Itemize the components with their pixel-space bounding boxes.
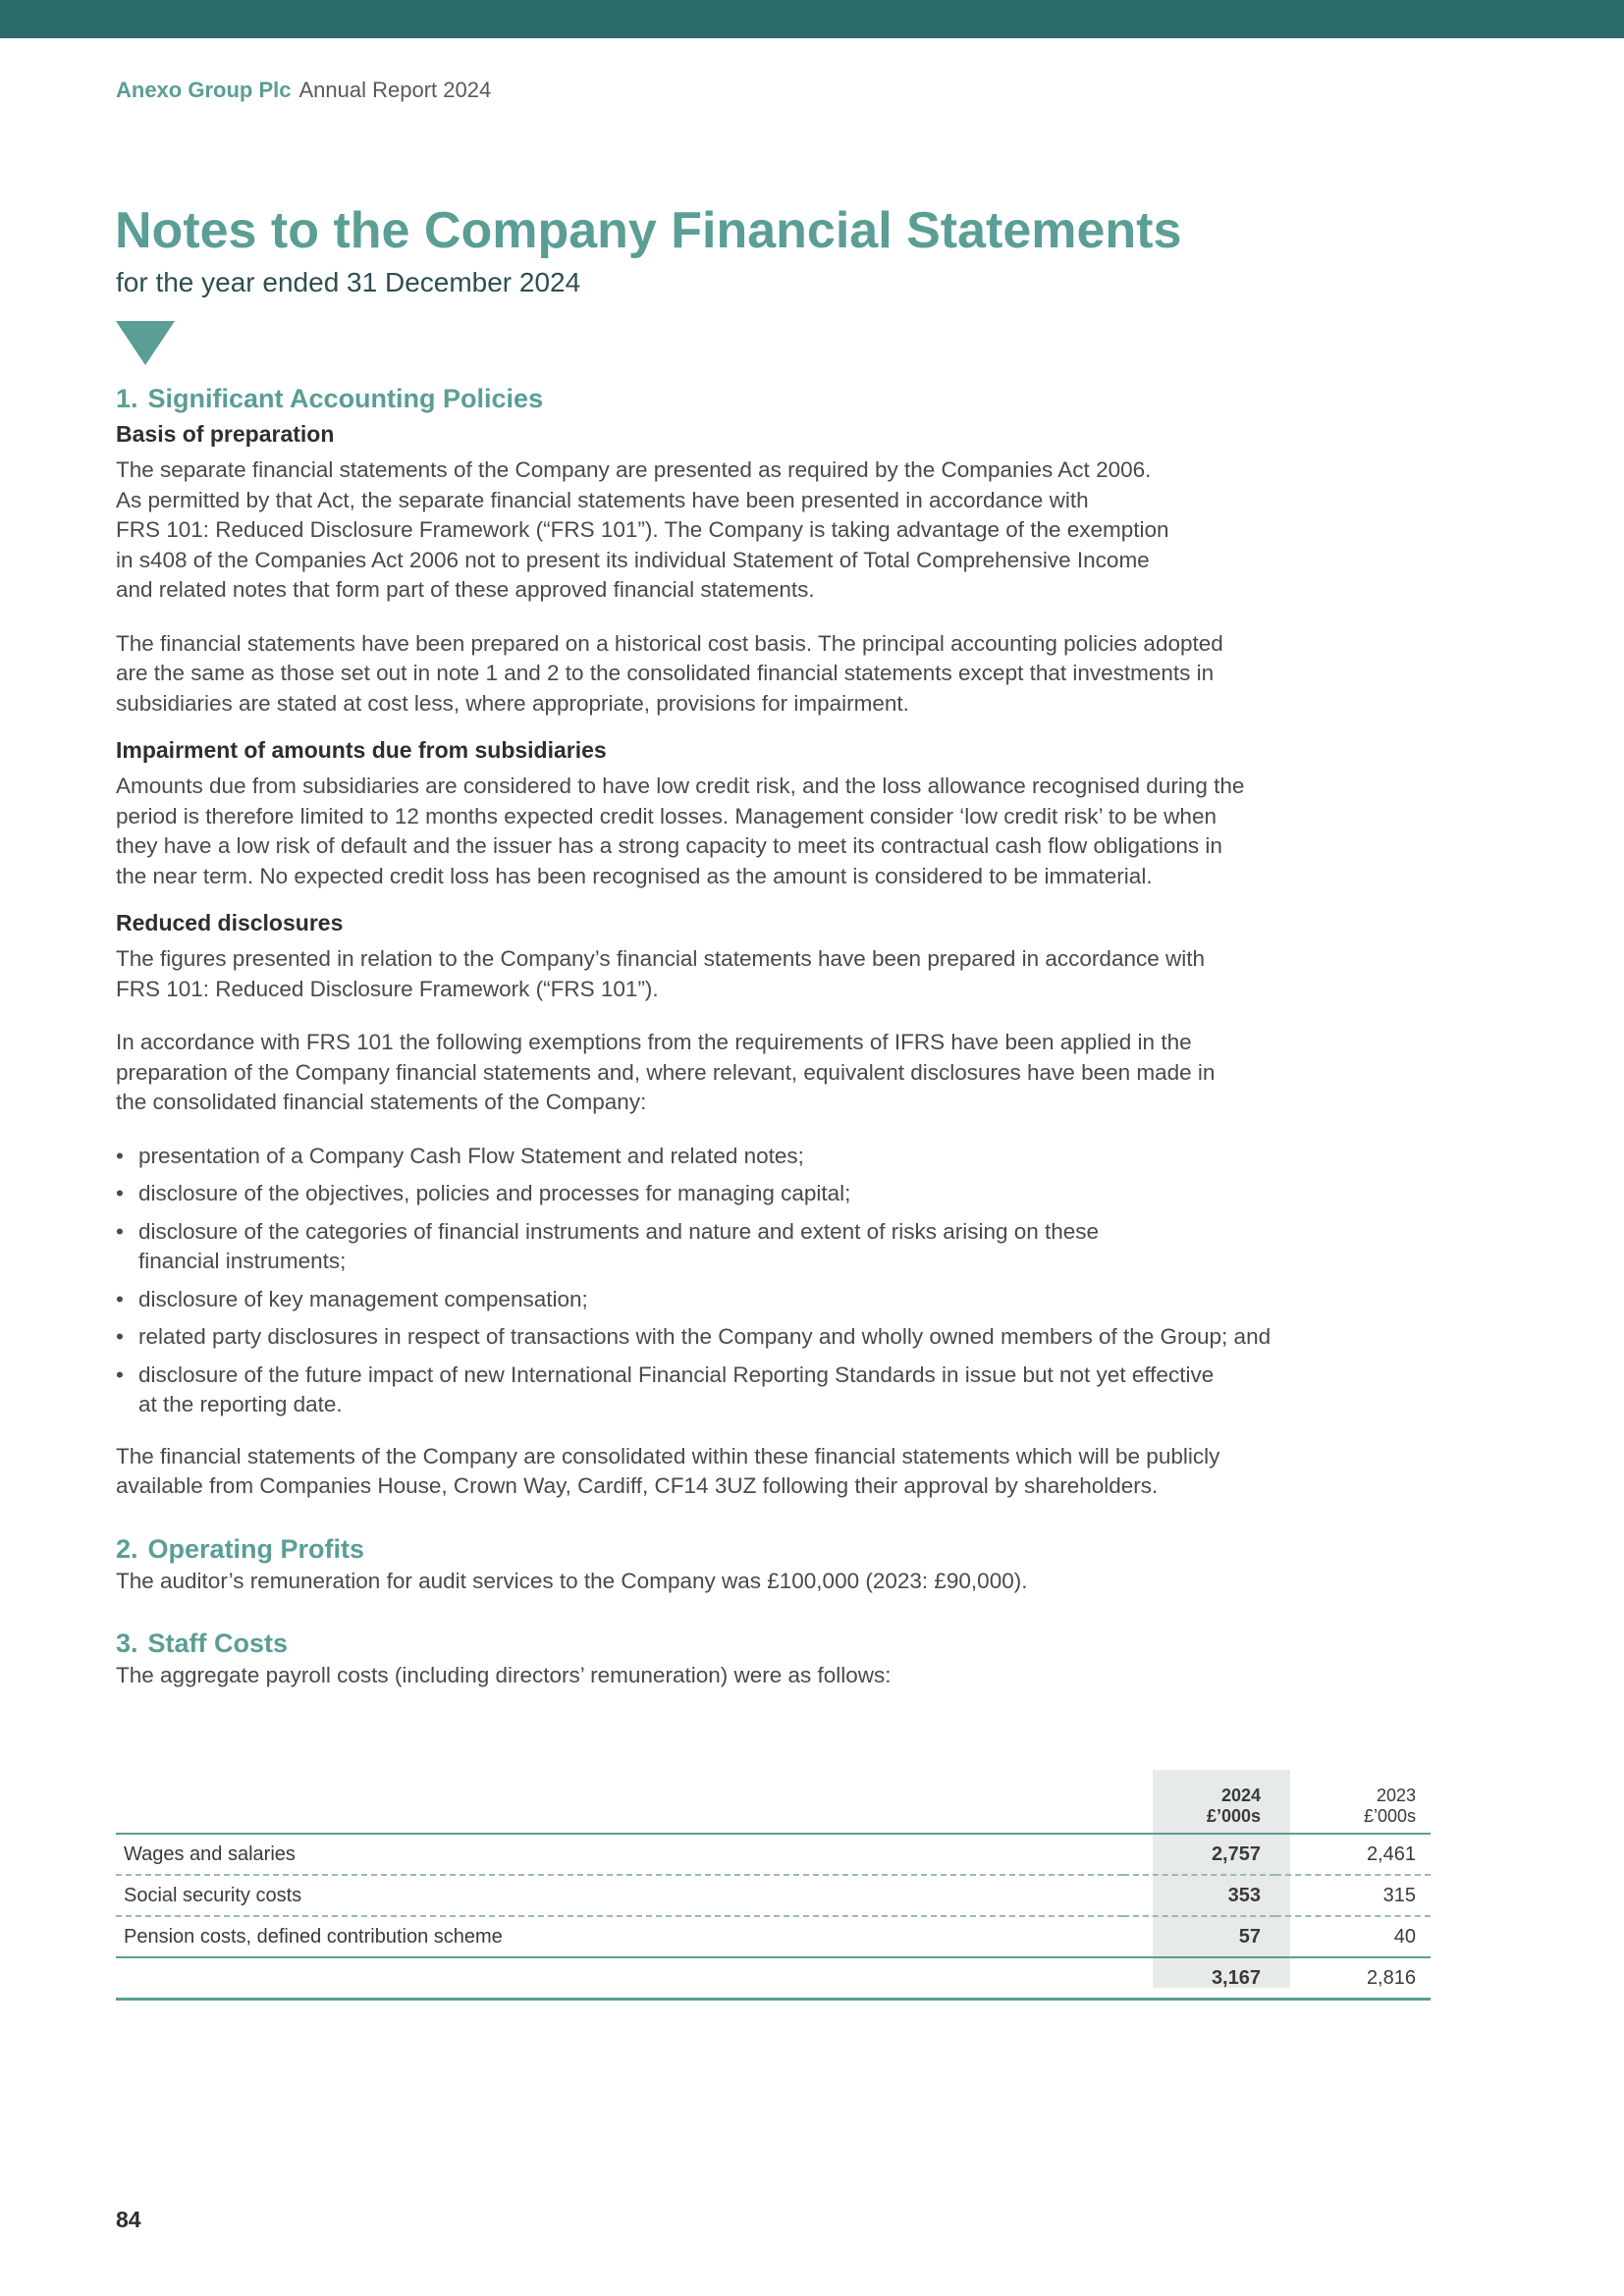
label-column-header	[116, 1770, 1123, 1834]
section-title: Significant Accounting Policies	[147, 384, 544, 413]
row-label: Pension costs, defined contribution scheme	[116, 1916, 1123, 1957]
bullet-icon: •	[116, 1143, 124, 1168]
basis-heading: Basis of preparation	[116, 421, 335, 447]
prior-year-value: 40	[1275, 1916, 1431, 1957]
text-line: in s408 of the Companies Act 2006 not to present its individual Statement of Total Comprehensive Income	[116, 547, 1150, 572]
current-year-header: 2024 £’000s	[1123, 1770, 1275, 1834]
reduced-heading: Reduced disclosures	[116, 910, 344, 935]
text-line: period is therefore limited to 12 months expected credit losses. Management consider ‘low credit risk’ to be when	[116, 803, 1217, 828]
text-line: the near term. No expected credit loss has been recognised as the amount is considered to be immaterial.	[116, 863, 1153, 888]
row-label: Social security costs	[116, 1875, 1123, 1916]
company-name: Anexo Group Plc	[116, 78, 292, 102]
text-line: disclosure of the objectives, policies and processes for managing capital;	[138, 1181, 851, 1205]
page-subtitle: for the year ended 31 December 2024	[116, 267, 581, 297]
staff-costs-table	[116, 1770, 1431, 1988]
page-number: 84	[116, 2207, 141, 2232]
prior-year-value: 315	[1275, 1875, 1431, 1916]
list-item	[116, 1361, 1432, 1420]
text-line: at the reporting date.	[138, 1392, 343, 1416]
impairment-heading: Impairment of amounts due from subsidiaries	[116, 737, 607, 763]
text-line: The separate financial statements of the Company are presented as required by the Companies Act 2006.	[116, 457, 1152, 482]
text-line: financial instruments;	[138, 1249, 347, 1273]
list-item	[116, 1285, 1432, 1315]
top-color-bar	[0, 0, 1624, 38]
text-line: presentation of a Company Cash Flow Statement and related notes;	[138, 1143, 804, 1168]
section-1-heading	[116, 381, 1432, 416]
text-line: the consolidated financial statements of the Company:	[116, 1090, 647, 1114]
text-line: The figures presented in relation to the Company’s financial statements have been prepared in accordance with	[116, 946, 1205, 971]
exemptions-list	[116, 1142, 1432, 1420]
section-3-heading	[116, 1626, 1432, 1661]
text-line: subsidiaries are stated at cost less, where appropriate, provisions for impairment.	[116, 690, 909, 716]
bullet-icon: •	[116, 1181, 124, 1205]
list-item	[116, 1322, 1432, 1353]
text-line: FRS 101: Reduced Disclosure Framework (“FRS 101”).	[116, 976, 659, 1001]
reduced-paragraph-2	[116, 1028, 1432, 1118]
text-line: related party disclosures in respect of transactions with the Company and wholly owned members of the Group; and	[138, 1324, 1272, 1349]
bullet-icon: •	[116, 1286, 124, 1311]
table-row	[116, 1834, 1431, 1875]
bullet-icon: •	[116, 1218, 124, 1244]
triangle-marker-icon	[116, 321, 175, 365]
page-title: Notes to the Company Financial Statements	[115, 202, 1182, 259]
table-row	[116, 1875, 1431, 1916]
reduced-paragraph	[116, 944, 1432, 1004]
staff-costs-grid	[116, 1770, 1431, 2001]
notes-content	[116, 381, 1432, 1691]
current-year-value: 353	[1123, 1875, 1275, 1916]
impairment-paragraph	[116, 772, 1432, 891]
list-item	[116, 1142, 1432, 1172]
report-name: Annual Report 2024	[298, 78, 492, 102]
prior-year-value: 2,461	[1275, 1834, 1431, 1875]
section-number: 1.	[116, 384, 138, 413]
running-header	[116, 78, 491, 103]
text-line: Amounts due from subsidiaries are considered to have low credit risk, and the loss allowance recognised during the	[116, 774, 1245, 798]
current-year-value: 57	[1123, 1916, 1275, 1957]
text-line: disclosure of the future impact of new International Financial Reporting Standards in issue but not yet effective	[138, 1362, 1215, 1387]
text-line: preparation of the Company financial statements and, where relevant, equivalent disclosures have been made in	[116, 1059, 1216, 1085]
text-line: available from Companies House, Crown Way, Cardiff, CF14 3UZ following their approval by shareholders.	[116, 1473, 1159, 1498]
row-label: Wages and salaries	[116, 1834, 1123, 1875]
section-title: Staff Costs	[147, 1629, 289, 1658]
basis-paragraph-2	[116, 629, 1432, 720]
bullet-icon: •	[116, 1362, 124, 1387]
section-title: Operating Profits	[147, 1533, 365, 1564]
text-line: disclosure of the categories of financial instruments and nature and extent of risks arising on these	[138, 1218, 1100, 1244]
basis-paragraph	[116, 455, 1432, 606]
list-item	[116, 1217, 1432, 1277]
prior-year-total: 2,816	[1275, 1957, 1431, 2000]
text-line: As permitted by that Act, the separate financial statements have been presented in accordance with	[116, 487, 1089, 512]
text-line: FRS 101: Reduced Disclosure Framework (“FRS 101”). The Company is taking advantage of the exemption	[116, 517, 1169, 542]
text-line: In accordance with FRS 101 the following exemptions from the requirements of IFRS have been applied in the	[116, 1030, 1192, 1054]
table-header-row	[116, 1770, 1431, 1834]
prior-year-header: 2023 £’000s	[1275, 1770, 1431, 1834]
text-line: disclosure of key management compensation;	[138, 1286, 588, 1311]
total-row	[116, 1957, 1431, 2000]
table-row	[116, 1916, 1431, 1957]
section-3-text: The aggregate payroll costs (including directors’ remuneration) were as follows:	[116, 1663, 892, 1687]
section-number: 3.	[116, 1629, 138, 1658]
text-line: they have a low risk of default and the issuer has a strong capacity to meet its contractual cash flow obligations in	[116, 833, 1222, 858]
section-2-text: The auditor’s remuneration for audit services to the Company was £100,000 (2023: £90,000).	[116, 1568, 1028, 1593]
bullet-icon: •	[116, 1324, 124, 1349]
text-line: are the same as those set out in note 1 and 2 to the consolidated financial statements except that investments in	[116, 661, 1215, 685]
section-number: 2.	[116, 1533, 138, 1564]
total-label	[116, 1957, 1123, 2000]
current-year-value: 2,757	[1123, 1834, 1275, 1875]
text-line: and related notes that form part of these approved financial statements.	[116, 577, 815, 602]
section-2-heading	[116, 1531, 1432, 1567]
list-item	[116, 1179, 1432, 1209]
closing-paragraph	[116, 1442, 1432, 1502]
current-year-total: 3,167	[1123, 1957, 1275, 2000]
text-line: The financial statements have been prepared on a historical cost basis. The principal accounting policies adopted	[116, 630, 1223, 656]
text-line: The financial statements of the Company are consolidated within these financial statements which will be publicly	[116, 1443, 1220, 1468]
